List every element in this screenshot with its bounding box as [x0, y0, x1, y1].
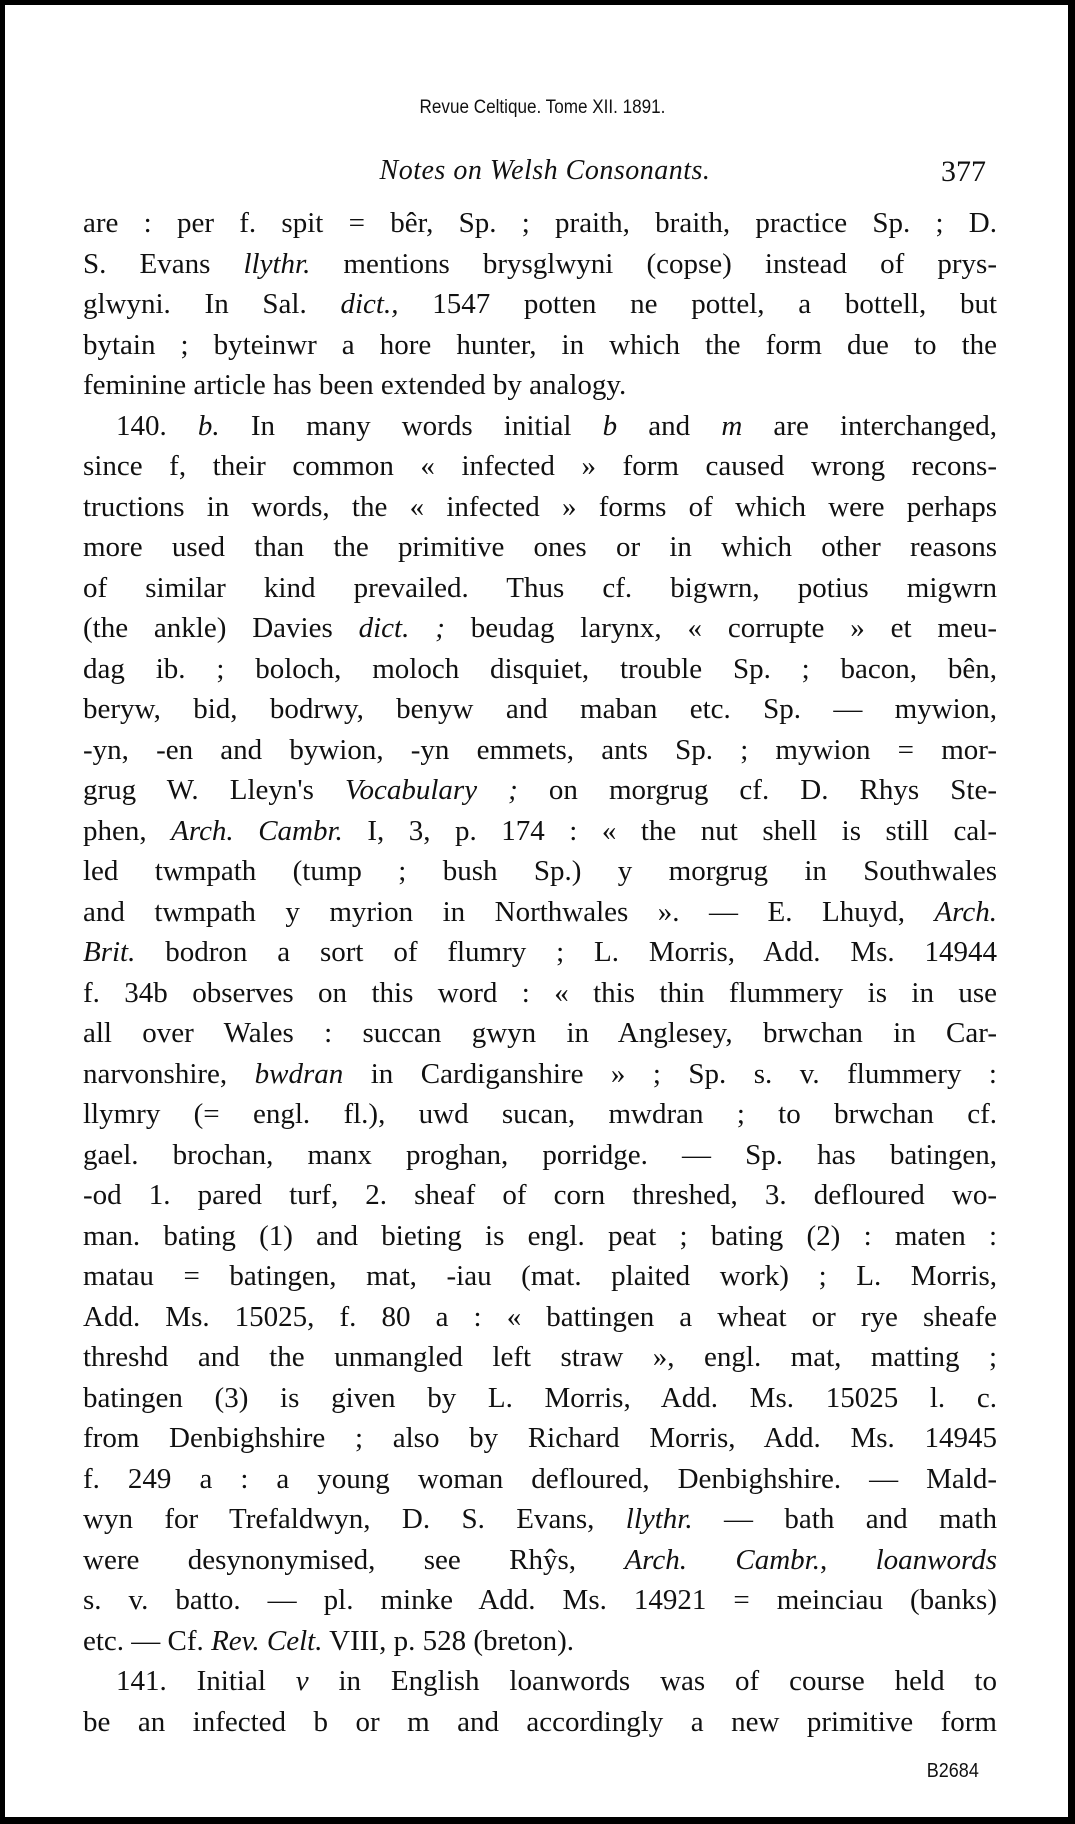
text-run: since f, their common « infected » form caused wrong recons- [83, 450, 997, 482]
text-run: narvonshire, [83, 1057, 255, 1090]
text-run: in Cardiganshire » ; Sp. s. v. flummery : [343, 1057, 997, 1090]
text-line [83, 325, 997, 366]
text-line [83, 365, 997, 406]
text-line [83, 973, 997, 1014]
text-line [83, 406, 997, 447]
italic-text: Rev. Celt. [211, 1624, 323, 1657]
text-run: led twmpath (tump ; bush Sp.) y morgrug in Southwales [83, 855, 997, 887]
text-run: -yn, -en and bywion, -yn emmets, ants Sp. ; mywion = mor- [83, 733, 997, 766]
text-run: S. Evans [83, 247, 244, 280]
text-line [83, 1499, 997, 1540]
text-run: threshd and the unmangled left straw », engl. mat, matting ; [83, 1341, 997, 1373]
text-line [83, 649, 997, 690]
text-run: tructions in words, the « infected » forms of which were perhaps [83, 490, 997, 523]
text-line [83, 1459, 997, 1500]
text-run: , [819, 1543, 876, 1576]
text-run: man. bating (1) and bieting is engl. peat ; bating (2) : maten : [83, 1219, 997, 1252]
text-line [83, 730, 997, 771]
catalog-code: B2684 [926, 1760, 979, 1782]
text-run: are interchanged, [742, 409, 997, 442]
text-line [83, 1580, 997, 1621]
text-line [83, 1175, 997, 1216]
text-line [83, 568, 997, 609]
text-run: etc. — Cf. [83, 1624, 212, 1657]
text-run: and [617, 409, 722, 442]
text-run: beudag larynx, « corrupte » et meu- [444, 612, 997, 644]
text-run: and twmpath y myrion in Northwales ». — E. Lhuyd, [83, 895, 935, 928]
text-line [83, 203, 997, 244]
text-line [83, 1297, 997, 1338]
text-line [83, 932, 997, 973]
text-line [83, 1216, 997, 1257]
document-page [5, 5, 1068, 1817]
text-line [83, 244, 997, 285]
text-run: more used than the primitive ones or in which other reasons [83, 531, 997, 563]
text-line [83, 770, 997, 811]
italic-text: loanwords [875, 1543, 997, 1576]
source-label: Revue Celtique. Tome XII. 1891. [419, 97, 666, 118]
italic-text: b [602, 409, 618, 442]
text-line [83, 689, 997, 730]
text-run: in English loanwords was of course held to [308, 1665, 997, 1697]
text-run: Add. Ms. 15025, f. 80 a : « battingen a wheat or rye sheafe [83, 1300, 997, 1333]
text-line [83, 1540, 997, 1581]
text-run: gael. brochan, manx proghan, porridge. — Sp. has batingen, [83, 1138, 997, 1171]
text-run: wyn for Trefaldwyn, D. S. Evans, [83, 1503, 626, 1535]
text-line [83, 892, 997, 933]
text-run: -od 1. pared turf, 2. sheaf of corn threshed, 3. defloured wo- [83, 1179, 997, 1211]
text-run: grug W. Lleyn's [83, 774, 345, 806]
text-line [83, 608, 997, 649]
text-line [83, 1337, 997, 1378]
text-run: llymry (= engl. fl.), uwd sucan, mwdran ; to brwchan cf. [83, 1098, 997, 1130]
text-run: of similar kind prevailed. Thus cf. bigwrn, potius migwrn [83, 571, 997, 604]
text-line [83, 1661, 997, 1702]
italic-text: llythr. [243, 247, 311, 280]
text-run: all over Wales : succan gwyn in Anglesey, brwchan in Car- [83, 1017, 997, 1049]
running-head: Notes on Welsh Consonants. [379, 155, 711, 186]
text-run: beryw, bid, bodrwy, benyw and maban etc. Sp. — mywion, [83, 693, 997, 725]
page-number: 377 [941, 155, 986, 188]
text-run: from Denbighshire ; also by Richard Morris, Add. Ms. 14945 [83, 1422, 997, 1454]
text-line [83, 1418, 997, 1459]
text-run: be an infected b or m and accordingly a new primitive form [83, 1705, 997, 1738]
italic-text: Brit. [83, 936, 136, 968]
text-line [83, 1256, 997, 1297]
italic-text: Arch. [934, 895, 997, 928]
italic-text: bwdran [254, 1057, 344, 1090]
text-run: batingen (3) is given by L. Morris, Add. Ms. 15025 l. c. [83, 1381, 997, 1414]
text-run: f. 249 a : a young woman defloured, Denbighshire. — Mald- [83, 1462, 997, 1495]
text-run: In many words initial [219, 409, 603, 442]
text-run: phen, [83, 814, 172, 847]
text-line [83, 446, 997, 487]
text-run: 140. [116, 409, 198, 442]
text-line [83, 1013, 997, 1054]
italic-text: dict., [340, 288, 399, 320]
text-line [83, 1094, 997, 1135]
text-line [83, 1378, 997, 1419]
italic-text: b. [197, 409, 220, 442]
text-line [83, 487, 997, 528]
italic-text: m [721, 409, 743, 442]
italic-text: Arch. Cambr. [624, 1543, 820, 1576]
text-run: feminine article has been extended by analogy. [83, 369, 627, 401]
text-run: (the ankle) Davies [83, 612, 359, 644]
text-run: mentions brysglwyni (copse) instead of prys- [310, 247, 997, 280]
body-text [83, 203, 997, 1742]
text-run: matau = batingen, mat, -iau (mat. plaited work) ; L. Morris, [83, 1260, 997, 1292]
text-run: f. 34b observes on this word : « this thin flummery is in use [83, 976, 997, 1009]
text-line [83, 1702, 997, 1743]
italic-text: dict. ; [358, 612, 445, 644]
italic-text: llythr. [625, 1503, 693, 1535]
text-line [83, 284, 997, 325]
italic-text: Vocabulary ; [345, 774, 518, 806]
text-line [83, 527, 997, 568]
text-line [83, 1135, 997, 1176]
text-run: on morgrug cf. D. Rhys Ste- [517, 774, 997, 806]
text-run: s. v. batto. — pl. minke Add. Ms. 14921 = meinciau (banks) [83, 1584, 997, 1616]
italic-text: v [295, 1665, 309, 1697]
text-run: were desynonymised, see Rhŷs, [83, 1543, 625, 1576]
text-run: bodron a sort of flumry ; L. Morris, Add. Ms. 14944 [135, 936, 997, 968]
text-run: 141. Initial [116, 1665, 296, 1697]
text-run: I, 3, p. 174 : « the nut shell is still cal- [342, 814, 997, 847]
text-line [83, 1054, 997, 1095]
text-run: 1547 potten ne pottel, a bottell, but [398, 288, 997, 320]
text-run: dag ib. ; boloch, moloch disquiet, trouble Sp. ; bacon, bên, [83, 652, 997, 685]
text-run: VIII, p. 528 (breton). [322, 1624, 574, 1657]
text-line [83, 1621, 997, 1662]
italic-text: Arch. Cambr. [171, 814, 343, 847]
text-run: glwyni. In Sal. [83, 288, 341, 320]
text-line [83, 811, 997, 852]
text-run: — bath and math [692, 1503, 997, 1535]
text-run: bytain ; byteinwr a hore hunter, in which the form due to the [83, 328, 997, 361]
text-line [83, 851, 997, 892]
text-run: are : per f. spit = bêr, Sp. ; praith, braith, practice Sp. ; D. [83, 207, 997, 239]
